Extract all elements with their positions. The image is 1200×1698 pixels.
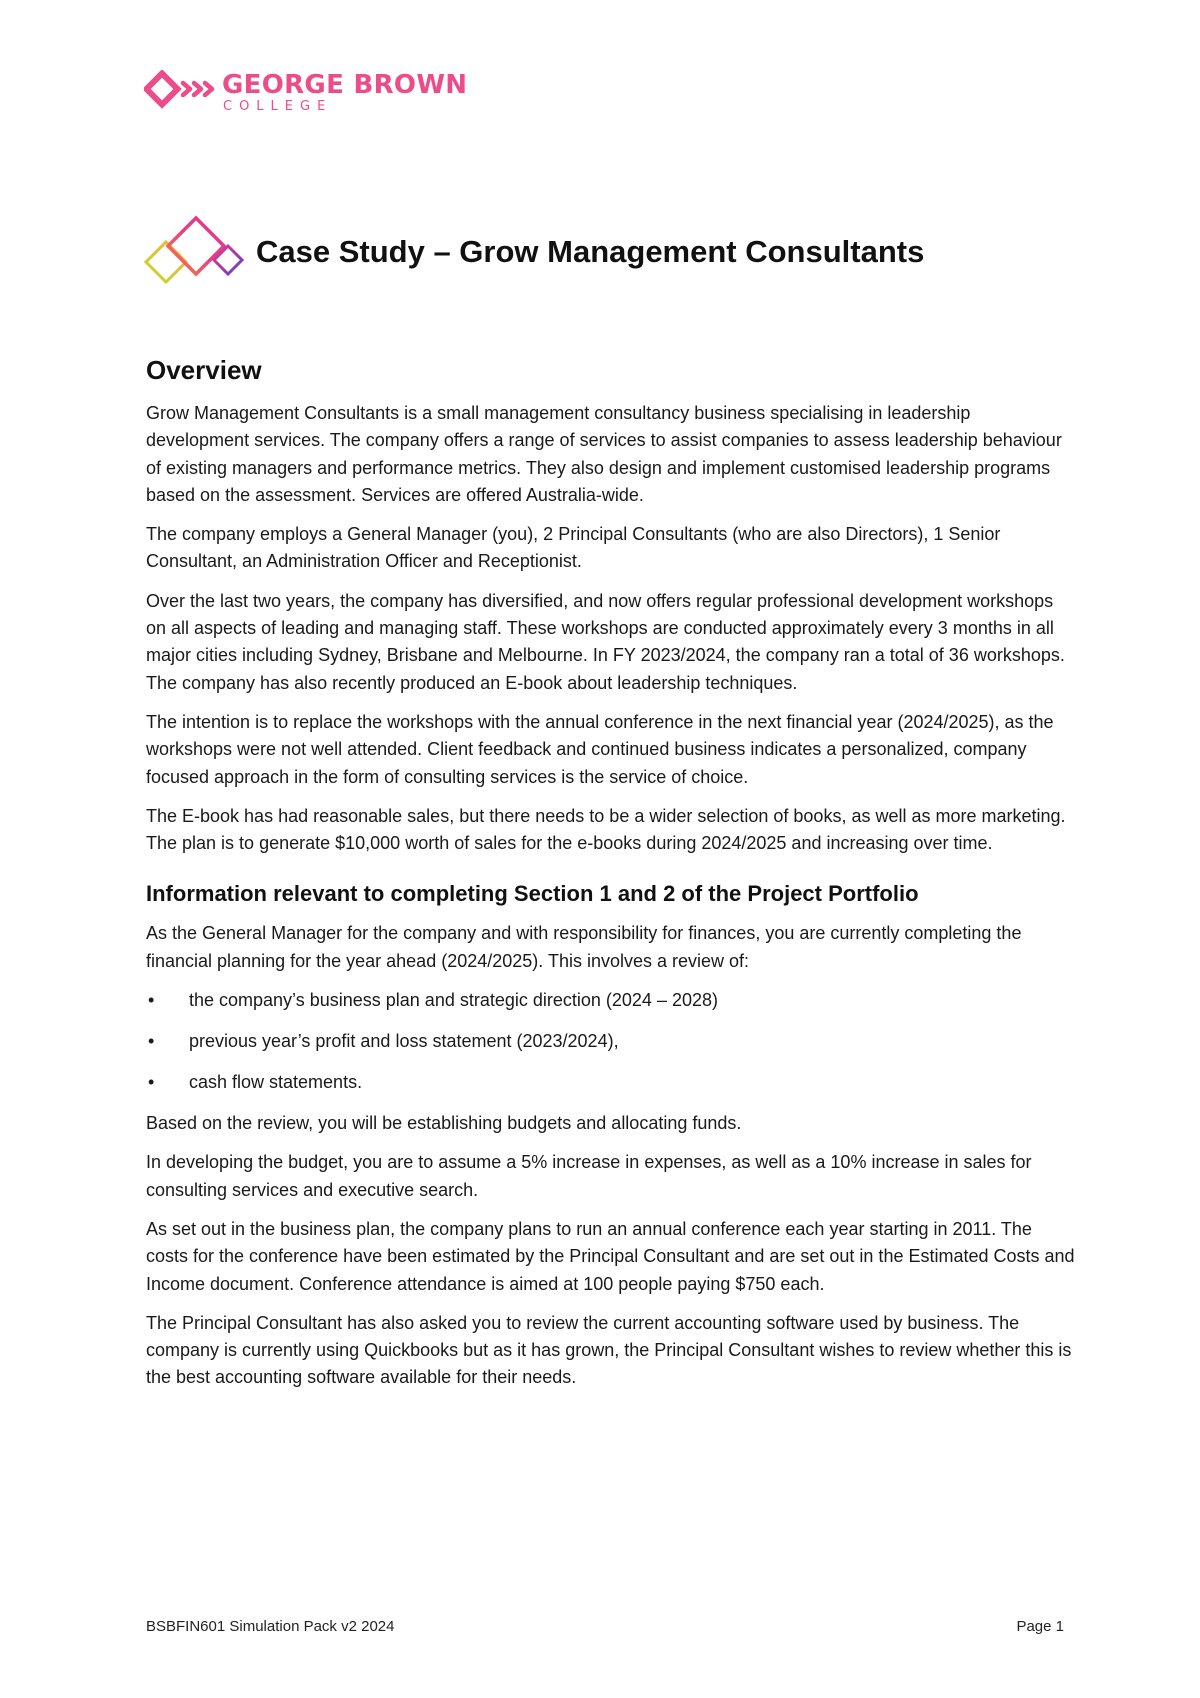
footer-page-number: Page 1 [1016, 1618, 1064, 1635]
list-item [146, 1069, 1076, 1096]
logo-subname: COLLEGE [223, 99, 333, 114]
list-item-text: cash flow statements. [189, 1072, 363, 1093]
overview-paragraph: Grow Management Consultants is a small management consultancy business specialising in leadership development services. The company offers a range of services to assist companies to assess leadership behaviour of existing managers and performance metrics. They also design and implement customised leadership programs based on the assessment. Services are offered Australia-wide. [146, 403, 1062, 505]
section-intro: As the General Manager for the company and with responsibility for finances, you are currently completing the financial planning for the year ahead (2024/2025). This involves a review of: [146, 923, 1022, 971]
overview-paragraph: The company employs a General Manager (you), 2 Principal Consultants (who are also Directors), 1 Senior Consultant, an Administration Officer and Receptionist. [146, 524, 1001, 572]
overlapping-diamonds-icon [144, 212, 248, 292]
bullet-icon: • [148, 1072, 155, 1093]
list-item [146, 987, 1076, 1014]
diamond-chevrons-icon [144, 70, 220, 114]
overview-paragraph: Over the last two years, the company has diversified, and now offers regular professional development workshops on all aspects of leading and managing staff. These workshops are conducted approximately every 3 months in all major cities including Sydney, Brisbane and Melbourne. In FY 2023/2024, the company ran a total of 36 workshops. The company has also recently produced an E-book about leadership techniques. [146, 590, 1065, 693]
logo-name: GEORGE BROWN [222, 70, 468, 100]
review-list [146, 987, 1076, 1096]
overview-paragraph: The intention is to replace the workshops with the annual conference in the next financial year (2024/2025), as the workshops were not well attended. Client feedback and continued business indicates a personalized, company focused approach in the form of consulting services is the service of choice. [146, 711, 1054, 787]
title-block [144, 212, 1144, 292]
page-title: Case Study – Grow Management Consultants [256, 234, 925, 269]
section-paragraph: In developing the budget, you are to assume a 5% increase in expenses, as well as a 10% increase in sales for consulting services and executive search. [146, 1152, 1032, 1200]
list-item-text: previous year’s profit and loss statement (2023/2024), [189, 1031, 619, 1052]
footer-document-id: BSBFIN601 Simulation Pack v2 2024 [146, 1618, 395, 1635]
document-body [146, 352, 1076, 1404]
section-paragraph: As set out in the business plan, the company plans to run an annual conference each year starting in 2011. The costs for the conference have been estimated by the Principal Consultant and are set out in the Estimated Costs and Income document. Conference attendance is aimed at 100 people paying $750 each. [146, 1218, 1075, 1294]
bullet-icon: • [148, 990, 155, 1011]
list-item [146, 1028, 1076, 1055]
list-item-text: the company’s business plan and strategic direction (2024 – 2028) [189, 990, 718, 1011]
overview-heading: Overview [146, 355, 262, 385]
section-paragraph: The Principal Consultant has also asked you to review the current accounting software used by business. The company is currently using Quickbooks but as it has grown, the Principal Consultant wishes to review whether this is the best accounting software available for their needs. [146, 1312, 1072, 1388]
college-logo [144, 70, 468, 118]
section-heading: Information relevant to completing Section 1 and 2 of the Project Portfolio [146, 881, 919, 907]
bullet-icon: • [148, 1031, 155, 1052]
overview-paragraph: The E-book has had reasonable sales, but there needs to be a wider selection of books, as well as more marketing. The plan is to generate $10,000 worth of sales for the e-books during 2024/2025 and increasing over time. [146, 805, 1066, 854]
section-paragraph: Based on the review, you will be establishing budgets and allocating funds. [146, 1113, 742, 1134]
